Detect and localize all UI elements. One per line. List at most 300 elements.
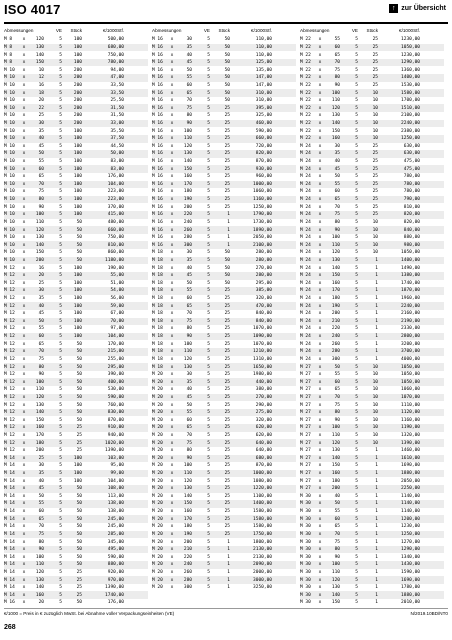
qty-cell: 50 bbox=[76, 387, 82, 393]
table-row bbox=[300, 348, 444, 356]
ve-cell: 5 bbox=[59, 311, 62, 317]
size-cell: M 12 x 30 bbox=[4, 288, 44, 294]
ve-cell: 5 bbox=[59, 364, 62, 370]
size-cell: M 14 x 50 bbox=[4, 493, 44, 499]
price-cell: 460,00 bbox=[255, 121, 272, 126]
price-cell: 1000,00 bbox=[253, 181, 272, 187]
price-cell: 680,00 bbox=[107, 44, 124, 50]
table-row bbox=[4, 59, 148, 67]
size-cell: M 22 x 70 bbox=[300, 60, 340, 66]
price-cell: 104,00 bbox=[107, 478, 124, 484]
size-cell: M 24 x 280 bbox=[300, 349, 340, 355]
price-cell: 620,00 bbox=[255, 432, 272, 438]
qty-cell: 1 bbox=[375, 303, 378, 309]
price-cell: 1230,00 bbox=[401, 524, 420, 530]
price-cell: 2090,00 bbox=[253, 562, 272, 568]
table-row bbox=[300, 36, 444, 44]
price-cell: 1490,00 bbox=[401, 265, 420, 271]
price-cell: 245,00 bbox=[107, 524, 124, 530]
size-cell: M 22 x 130 bbox=[300, 113, 340, 119]
size-cell: M 16 x 280 bbox=[152, 235, 192, 241]
ve-cell: 5 bbox=[207, 341, 210, 347]
size-cell: M 16 x 110 bbox=[152, 136, 192, 142]
size-cell: M 18 x 70 bbox=[152, 311, 192, 317]
qty-cell: 25 bbox=[76, 577, 82, 583]
size-cell: M 10 x 130 bbox=[4, 235, 44, 241]
ve-cell: 5 bbox=[355, 37, 358, 43]
table-row bbox=[4, 561, 148, 569]
size-cell: M 18 x 80 bbox=[152, 326, 192, 332]
price-cell: 940,00 bbox=[107, 432, 124, 438]
table-row bbox=[152, 249, 296, 257]
price-cell: 1000,00 bbox=[253, 471, 272, 477]
table-row bbox=[300, 591, 444, 599]
size-cell: M 10 x 110 bbox=[4, 219, 44, 225]
ve-cell: 5 bbox=[59, 82, 62, 88]
price-cell: 1070,00 bbox=[253, 341, 272, 347]
qty-cell: 1 bbox=[227, 219, 230, 225]
ve-cell: 5 bbox=[207, 569, 210, 575]
ve-cell: 5 bbox=[59, 334, 62, 340]
table-panel bbox=[4, 36, 148, 607]
qty-cell: 1 bbox=[227, 547, 230, 553]
table-row bbox=[4, 257, 148, 265]
qty-cell: 25 bbox=[76, 425, 82, 431]
table-row bbox=[300, 226, 444, 234]
qty-cell: 100 bbox=[73, 60, 82, 66]
ve-cell: 5 bbox=[355, 166, 358, 172]
ve-cell: 5 bbox=[59, 174, 62, 180]
price-cell: 1980,00 bbox=[253, 372, 272, 378]
ve-cell: 5 bbox=[355, 136, 358, 142]
ve-cell: 5 bbox=[355, 265, 358, 271]
price-cell: 1580,00 bbox=[253, 516, 272, 522]
size-cell: M 20 x 130 bbox=[152, 486, 192, 492]
table-row bbox=[152, 74, 296, 82]
price-cell: 113,00 bbox=[107, 493, 124, 499]
table-row bbox=[152, 51, 296, 59]
ve-cell: 5 bbox=[355, 349, 358, 355]
qty-cell: 100 bbox=[73, 334, 82, 340]
table-row bbox=[152, 112, 296, 120]
size-cell: M 16 x 60 bbox=[152, 82, 192, 88]
table-row bbox=[4, 127, 148, 135]
ve-cell: 5 bbox=[355, 356, 358, 362]
price-cell: 640,00 bbox=[255, 440, 272, 446]
table-row bbox=[300, 272, 444, 280]
price-cell: 495,00 bbox=[107, 547, 124, 553]
qty-cell: 10 bbox=[372, 432, 378, 438]
price-cell: 31,50 bbox=[110, 113, 124, 119]
price-cell: 325,00 bbox=[255, 113, 272, 119]
ve-cell: 5 bbox=[207, 250, 210, 256]
ve-cell: 5 bbox=[59, 280, 62, 286]
size-cell: M 24 x 170 bbox=[300, 288, 340, 294]
table-row bbox=[4, 97, 148, 105]
qty-cell: 25 bbox=[224, 417, 230, 423]
size-cell: M 24 x 75 bbox=[300, 212, 340, 218]
ve-cell: 5 bbox=[59, 493, 62, 499]
table-row bbox=[152, 462, 296, 470]
ve-cell: 5 bbox=[355, 75, 358, 81]
qty-cell: 25 bbox=[224, 341, 230, 347]
size-cell: M 16 x 220 bbox=[152, 212, 192, 218]
price-cell: 870,00 bbox=[255, 463, 272, 469]
qty-cell: 100 bbox=[73, 303, 82, 309]
size-cell: M 16 x 20 bbox=[4, 600, 44, 606]
table-row bbox=[152, 280, 296, 288]
ve-cell: 5 bbox=[355, 577, 358, 583]
table-row bbox=[4, 234, 148, 242]
ve-cell: 5 bbox=[355, 296, 358, 302]
table-row bbox=[4, 394, 148, 402]
price-cell: 820,00 bbox=[403, 219, 420, 225]
price-cell: 1510,00 bbox=[401, 105, 420, 111]
ve-cell: 5 bbox=[59, 372, 62, 378]
qty-cell: 50 bbox=[224, 67, 230, 73]
size-cell: M 10 x 200 bbox=[4, 257, 44, 263]
price-cell: 790,00 bbox=[403, 197, 420, 203]
ve-cell: 5 bbox=[59, 448, 62, 454]
qty-cell: 25 bbox=[224, 303, 230, 309]
size-cell: M 20 x 180 bbox=[152, 524, 192, 530]
price-cell: 1690,00 bbox=[401, 577, 420, 583]
ve-cell: 5 bbox=[355, 569, 358, 575]
qty-cell: 100 bbox=[73, 44, 82, 50]
qty-cell: 25 bbox=[224, 448, 230, 454]
price-cell: 99,00 bbox=[110, 471, 124, 477]
ve-cell: 5 bbox=[59, 60, 62, 66]
table-row bbox=[4, 591, 148, 599]
table-row bbox=[4, 523, 148, 531]
price-cell: 31,50 bbox=[110, 105, 124, 111]
table-row bbox=[152, 553, 296, 561]
table-row bbox=[152, 394, 296, 402]
qty-cell: 1 bbox=[227, 554, 230, 560]
table-row bbox=[152, 181, 296, 189]
qty-cell: 100 bbox=[73, 151, 82, 157]
ve-cell: 5 bbox=[355, 219, 358, 225]
qty-cell: 25 bbox=[372, 67, 378, 73]
size-cell: M 30 x 90 bbox=[300, 554, 340, 560]
table-row bbox=[152, 493, 296, 501]
qty-cell: 25 bbox=[224, 181, 230, 187]
ve-cell: 5 bbox=[355, 250, 358, 256]
ve-cell: 5 bbox=[207, 181, 210, 187]
qty-cell: 25 bbox=[224, 379, 230, 385]
price-cell: 780,00 bbox=[403, 181, 420, 187]
size-cell: M 20 x 210 bbox=[152, 547, 192, 553]
qty-cell: 25 bbox=[224, 288, 230, 294]
size-cell: M 10 x 30 bbox=[4, 121, 44, 126]
price-cell: 83,00 bbox=[110, 159, 124, 165]
price-cell: 95,00 bbox=[110, 463, 124, 469]
page-title: ISO 4017 bbox=[4, 2, 61, 17]
size-cell: M 14 x 55 bbox=[4, 501, 44, 507]
price-cell: 840,00 bbox=[403, 227, 420, 233]
table-row bbox=[4, 470, 148, 478]
price-cell: 3000,00 bbox=[253, 577, 272, 583]
size-cell: M 10 x 35 bbox=[4, 128, 44, 134]
size-cell: M 24 x 160 bbox=[300, 280, 340, 286]
qty-cell: 1 bbox=[227, 569, 230, 575]
table-row bbox=[152, 143, 296, 151]
table-row bbox=[300, 584, 444, 592]
qty-cell: 25 bbox=[76, 440, 82, 446]
ve-cell: 5 bbox=[59, 212, 62, 218]
price-cell: 750,00 bbox=[107, 52, 124, 58]
price-cell: 1960,00 bbox=[401, 296, 420, 302]
table-row bbox=[4, 508, 148, 516]
qty-cell: 1 bbox=[227, 235, 230, 241]
price-cell: 920,00 bbox=[107, 569, 124, 575]
qty-cell: 25 bbox=[76, 585, 82, 591]
table-row bbox=[152, 348, 296, 356]
size-cell: M 12 x 70 bbox=[4, 349, 44, 355]
column-header-dimensions: Abmessungen bbox=[152, 27, 182, 33]
price-cell: 245,00 bbox=[107, 516, 124, 522]
table-row bbox=[4, 348, 148, 356]
ve-cell: 5 bbox=[59, 318, 62, 324]
qty-cell: 25 bbox=[224, 128, 230, 134]
table-row bbox=[152, 241, 296, 249]
table-row bbox=[300, 500, 444, 508]
qty-cell: 10 bbox=[372, 121, 378, 126]
ve-cell: 5 bbox=[59, 349, 62, 355]
ve-cell: 5 bbox=[355, 478, 358, 484]
column-header-row bbox=[300, 25, 420, 35]
table-row bbox=[152, 576, 296, 584]
size-cell: M 16 x 30 bbox=[152, 37, 192, 43]
ve-cell: 5 bbox=[207, 143, 210, 149]
price-cell: 3200,00 bbox=[401, 341, 420, 347]
qty-cell: 50 bbox=[76, 227, 82, 233]
size-cell: M 30 x 100 bbox=[300, 562, 340, 568]
price-cell: 630,00 bbox=[403, 143, 420, 149]
ve-cell: 5 bbox=[207, 128, 210, 134]
qty-cell: 50 bbox=[76, 539, 82, 545]
size-cell: M 12 x 75 bbox=[4, 356, 44, 362]
size-cell: M 16 x 200 bbox=[152, 204, 192, 210]
price-cell: 54,00 bbox=[110, 288, 124, 294]
ve-cell: 5 bbox=[207, 257, 210, 263]
price-cell: 320,00 bbox=[255, 417, 272, 423]
table-row bbox=[4, 203, 148, 211]
qty-cell: 50 bbox=[76, 493, 82, 499]
table-row bbox=[152, 234, 296, 242]
size-cell: M 16 x 150 bbox=[152, 166, 192, 172]
ve-cell: 5 bbox=[59, 600, 62, 606]
size-cell: M 18 x 75 bbox=[152, 318, 192, 324]
size-cell: M 18 x 120 bbox=[152, 356, 192, 362]
size-cell: M 20 x 100 bbox=[152, 463, 192, 469]
price-cell: 2380,00 bbox=[401, 128, 420, 134]
size-cell: M 27 x 160 bbox=[300, 471, 340, 477]
column-header-ve: VE bbox=[203, 27, 210, 33]
size-cell: M 20 x 280 bbox=[152, 577, 192, 583]
size-cell: M 14 x 80 bbox=[4, 539, 44, 545]
table-row bbox=[4, 104, 148, 112]
ve-cell: 5 bbox=[355, 242, 358, 248]
table-row bbox=[4, 432, 148, 440]
overview-link[interactable] bbox=[389, 4, 446, 13]
size-cell: M 22 x 55 bbox=[300, 37, 340, 43]
ve-cell: 5 bbox=[207, 379, 210, 385]
table-row bbox=[152, 485, 296, 493]
price-cell: 270,00 bbox=[255, 265, 272, 271]
table-row bbox=[152, 89, 296, 97]
qty-cell: 25 bbox=[76, 592, 82, 598]
price-cell: 660,00 bbox=[255, 136, 272, 142]
size-cell: M 20 x 170 bbox=[152, 516, 192, 522]
price-cell: 860,00 bbox=[107, 250, 124, 256]
table-row bbox=[4, 66, 148, 74]
ve-cell: 5 bbox=[59, 235, 62, 241]
qty-cell: 50 bbox=[224, 44, 230, 50]
price-cell: 1390,00 bbox=[105, 448, 124, 454]
ve-cell: 5 bbox=[207, 52, 210, 58]
size-cell: M 20 x 150 bbox=[152, 501, 192, 507]
ve-cell: 5 bbox=[355, 554, 358, 560]
ve-cell: 5 bbox=[355, 592, 358, 598]
table-row bbox=[300, 477, 444, 485]
price-cell: 1400,00 bbox=[253, 501, 272, 507]
table-row bbox=[152, 371, 296, 379]
price-cell: 2130,00 bbox=[253, 554, 272, 560]
ve-cell: 5 bbox=[207, 212, 210, 218]
price-cell: 1290,00 bbox=[401, 547, 420, 553]
size-cell: M 30 x 55 bbox=[300, 509, 340, 515]
ve-cell: 5 bbox=[59, 432, 62, 438]
qty-cell: 25 bbox=[224, 364, 230, 370]
table-row bbox=[300, 394, 444, 402]
size-cell: M 10 x 16 bbox=[4, 82, 44, 88]
price-cell: 1070,00 bbox=[401, 394, 420, 400]
table-row bbox=[152, 546, 296, 554]
qty-cell: 50 bbox=[76, 257, 82, 263]
qty-cell: 50 bbox=[76, 250, 82, 256]
size-cell: M 24 x 80 bbox=[300, 219, 340, 225]
price-cell: 1740,00 bbox=[401, 280, 420, 286]
ve-cell: 5 bbox=[207, 136, 210, 142]
column-header-row bbox=[4, 25, 124, 35]
price-cell: 1060,00 bbox=[401, 387, 420, 393]
qty-cell: 25 bbox=[372, 212, 378, 218]
price-cell: 1460,00 bbox=[401, 448, 420, 454]
table-row bbox=[4, 280, 148, 288]
table-row bbox=[300, 485, 444, 493]
ve-cell: 5 bbox=[355, 417, 358, 423]
price-cell: 780,00 bbox=[403, 189, 420, 195]
table-row bbox=[152, 287, 296, 295]
size-cell: M 20 x 200 bbox=[152, 539, 192, 545]
size-cell: M 14 x 75 bbox=[4, 531, 44, 537]
ve-cell: 5 bbox=[355, 501, 358, 507]
table-row bbox=[4, 576, 148, 584]
qty-cell: 25 bbox=[372, 151, 378, 157]
qty-cell: 100 bbox=[73, 166, 82, 172]
price-cell: 500,00 bbox=[107, 37, 124, 43]
table-row bbox=[152, 257, 296, 265]
size-cell: M 22 x 65 bbox=[300, 52, 340, 58]
ve-cell: 5 bbox=[59, 227, 62, 233]
table-row bbox=[4, 447, 148, 455]
qty-cell: 25 bbox=[224, 509, 230, 515]
ve-cell: 5 bbox=[207, 501, 210, 507]
price-cell: 280,00 bbox=[255, 250, 272, 256]
qty-cell: 50 bbox=[224, 257, 230, 263]
ve-cell: 5 bbox=[207, 90, 210, 96]
table-row bbox=[300, 356, 444, 364]
price-cell: 980,00 bbox=[403, 242, 420, 248]
qty-cell: 25 bbox=[224, 189, 230, 195]
price-cell: 310,00 bbox=[255, 90, 272, 96]
size-cell: M 24 x 30 bbox=[300, 143, 340, 149]
ve-cell: 5 bbox=[207, 121, 210, 126]
price-cell: 475,00 bbox=[403, 159, 420, 165]
ve-cell: 5 bbox=[355, 143, 358, 149]
price-cell: 1390,00 bbox=[105, 585, 124, 591]
table-row bbox=[152, 584, 296, 592]
qty-cell: 50 bbox=[76, 486, 82, 492]
ve-cell: 5 bbox=[207, 67, 210, 73]
price-cell: 760,00 bbox=[107, 402, 124, 408]
ve-cell: 5 bbox=[207, 166, 210, 172]
price-cell: 2190,00 bbox=[401, 318, 420, 324]
size-cell: M 10 x 18 bbox=[4, 90, 44, 96]
size-cell: M 16 x 50 bbox=[152, 67, 192, 73]
size-cell: M 20 x 40 bbox=[152, 387, 192, 393]
price-cell: 1050,00 bbox=[401, 364, 420, 370]
ve-cell: 5 bbox=[59, 204, 62, 210]
qty-cell: 25 bbox=[224, 402, 230, 408]
qty-cell: 50 bbox=[76, 417, 82, 423]
ve-cell: 5 bbox=[207, 425, 210, 431]
qty-cell: 10 bbox=[372, 235, 378, 241]
ve-cell: 5 bbox=[207, 486, 210, 492]
size-cell: M 16 x 170 bbox=[152, 181, 192, 187]
table-row bbox=[4, 287, 148, 295]
price-cell: 720,00 bbox=[255, 143, 272, 149]
size-cell: M 22 x 80 bbox=[300, 75, 340, 81]
qty-cell: 200 bbox=[73, 75, 82, 81]
price-cell: 110,00 bbox=[255, 52, 272, 58]
qty-cell: 25 bbox=[372, 159, 378, 165]
table-row bbox=[300, 576, 444, 584]
price-cell: 1120,00 bbox=[401, 410, 420, 416]
ve-cell: 5 bbox=[59, 501, 62, 507]
qty-cell: 25 bbox=[372, 197, 378, 203]
page-header bbox=[4, 0, 448, 20]
ve-cell: 5 bbox=[59, 288, 62, 294]
column-header-dimensions: Abmessungen bbox=[300, 27, 330, 33]
qty-cell: 50 bbox=[224, 75, 230, 81]
table-row bbox=[300, 455, 444, 463]
size-cell: M 20 x 65 bbox=[152, 425, 192, 431]
qty-cell: 10 bbox=[372, 242, 378, 248]
ve-cell: 5 bbox=[59, 356, 62, 362]
ve-cell: 5 bbox=[59, 128, 62, 134]
price-cell: 780,00 bbox=[107, 60, 124, 66]
price-cell: 750,00 bbox=[107, 235, 124, 241]
ve-cell: 5 bbox=[59, 159, 62, 165]
ve-cell: 5 bbox=[355, 82, 358, 88]
size-cell: M 22 x 160 bbox=[300, 136, 340, 142]
size-cell: M 30 x 140 bbox=[300, 592, 340, 598]
price-cell: 660,00 bbox=[107, 227, 124, 233]
qty-cell: 100 bbox=[73, 273, 82, 279]
qty-cell: 1 bbox=[375, 531, 378, 537]
